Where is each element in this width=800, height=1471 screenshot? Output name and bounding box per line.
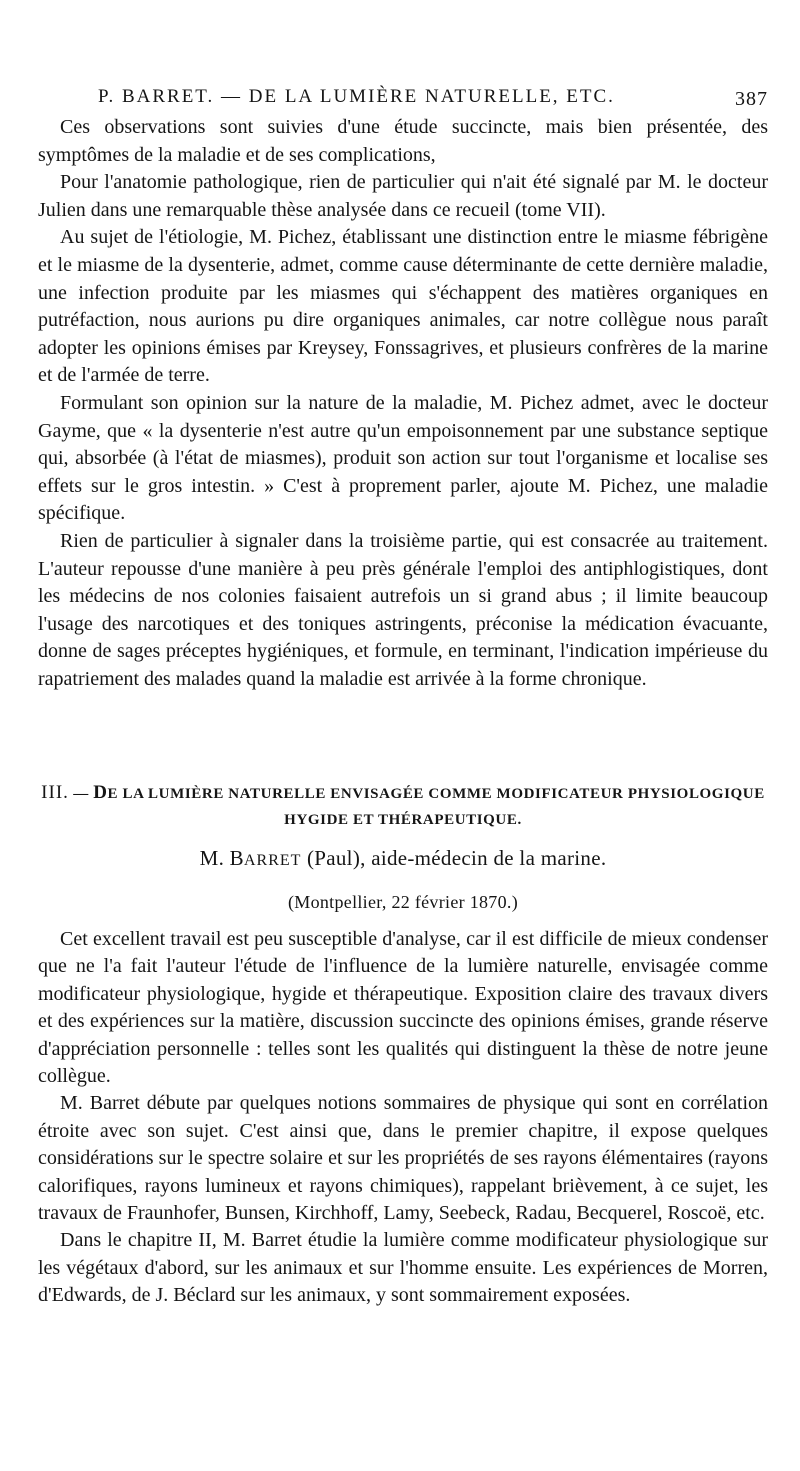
running-header — [38, 86, 768, 116]
body-paragraph: Dans le chapitre II, M. Barret étudie la lumière comme modificateur physiologique sur les végétaux d'abord, sur les animaux et sur l'homme ensuite. Les expériences de Morren, d'Edwards, de J. Béclard sur les animaux, y sont sommairement exposées. — [38, 1229, 768, 1307]
section-dash: — — [68, 786, 94, 802]
thesis-author — [38, 846, 768, 871]
body-paragraph: Cet excellent travail est peu susceptible d'analyse, car il est difficile de mieux condenser que ne l'a fait l'auteur l'étude de l'influence de la lumière naturelle, envisagée comme modificateur physiologique, hygide et thérapeutique. Exposition claire des travaux divers et des expériences sur la matière, discussion succincte des opinions émises, grande réserve d'appréciation personnelle : telles sont les qualités qui distinguent la thèse de notre jeune collègue. — [38, 928, 768, 1088]
author-initial: B — [229, 846, 244, 870]
body-paragraph: Formulant son opinion sur la nature de la maladie, M. Pichez admet, avec le docteur Gayme, que « la dysenterie n'est autre qu'un empoisonnement par une substance septique qui, absorbée (à l'état de miasmes), produit son action sur tout l'organisme et localise ses effets sur le gros intestin. » C'est à proprement parler, ajoute M. Pichez, une maladie spécifique. — [38, 391, 768, 525]
author-surname: ARRET — [243, 852, 302, 869]
book-page — [38, 0, 768, 1471]
review-body — [38, 926, 768, 1310]
body-paragraph: Au sujet de l'étiologie, M. Pichez, établissant une distinction entre le miasme fébrigène et le miasme de la dysenterie, admet, comme cause déterminante de cette dernière maladie, une infection produite par les miasmes qui s'échappent des matières organiques en putréfaction, nous aurions pu dire organiques animales, car notre collègue nous paraît adopter les opinions émises par Kreysey, Fonssagrives, et plusieurs confrères de la marine et de l'armée de terre. — [38, 226, 768, 387]
review-continuation — [38, 114, 768, 693]
body-paragraph: Rien de particulier à signaler dans la troisième partie, qui est consacrée au traitement. L'auteur repousse d'une manière à peu près générale l'emploi des antiphlogistiques, dont les médecins de nos colonies faisaient autrefois un si grand abus ; il limite beaucoup l'usage des narcotiques et des toniques astringents, préconise la médication évacuante, donne de sages préceptes hygiéniques, et formule, en terminant, l'indication impérieuse du rapatriement des malades quand la maladie est arrivée à la forme chronique. — [38, 529, 768, 690]
body-paragraph: Ces observations sont suivies d'une étude succincte, mais bien présentée, des symptômes de la maladie et de ses complications, — [38, 116, 768, 166]
body-paragraph: Pour l'anatomie pathologique, rien de particulier qui n'ait été signalé par M. le docteur Julien dans une remarquable thèse analysée dans ce recueil (tome VII). — [38, 171, 768, 221]
running-header-title: P. BARRET. — DE LA LUMIÈRE NATURELLE, ETC. — [98, 86, 615, 107]
section-title: E LA LUMIÈRE NATURELLE ENVISAGÉE COMME MODIFICATEUR PHYSIOLOGIQUE — [107, 786, 765, 802]
section-heading — [38, 780, 768, 833]
author-details: (Paul), aide-médecin de la marine. — [301, 846, 607, 870]
page-number: 387 — [735, 88, 768, 110]
author-prefix: M. — [199, 846, 230, 870]
section-title-line2: HYGIDE ET THÉRAPEUTIQUE. — [284, 812, 522, 828]
thesis-place-date: (Montpellier, 22 février 1870.) — [287, 892, 518, 912]
body-paragraph: M. Barret débute par quelques notions sommaires de physique qui sont en corrélation étroite avec son sujet. C'est ainsi que, dans le premier chapitre, il expose quelques considérations sur le spectre solaire et sur les propriétés de ses rayons élémentaires (rayons calorifiques, rayons lumineux et rayons chimiques), rappelant brièvement, à ce sujet, les travaux de Fraunhofer, Bunsen, Kirchhoff, Lamy, Seebeck, Radau, Becquerel, Roscoë, etc. — [38, 1092, 768, 1225]
section-title-initial: D — [93, 782, 108, 803]
section-number: III. — [41, 782, 69, 803]
